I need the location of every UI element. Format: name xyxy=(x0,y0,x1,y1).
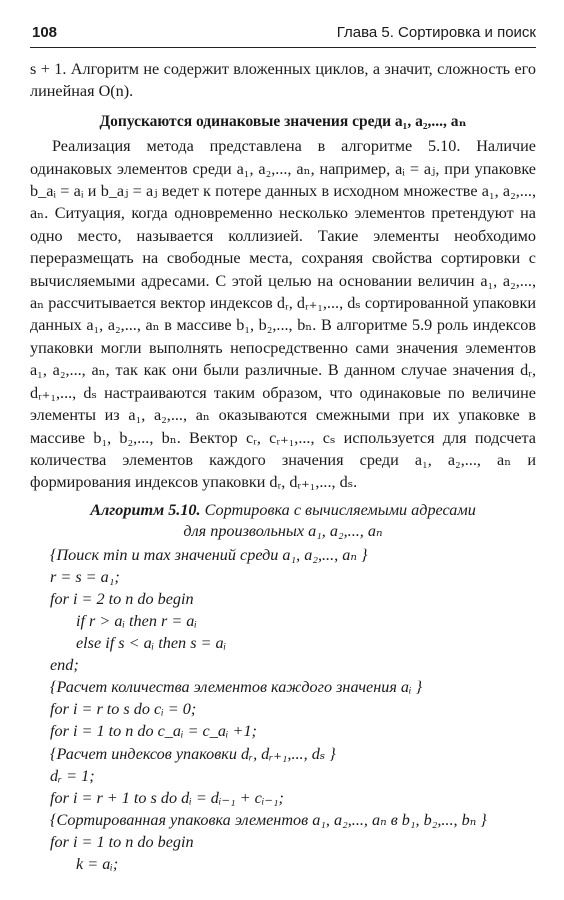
algorithm-title: Алгоритм 5.10. xyxy=(90,500,201,519)
code-line: for i = 2 to n do begin xyxy=(50,589,194,608)
body-paragraph: Реализация метода представлена в алгоритме 5.10. Наличие одинаковых элементов среди a₁, a₂,..., aₙ, например, aᵢ = aⱼ, при упаковке b_aᵢ = aᵢ и b_aⱼ = aⱼ ведет к потере данных в исходном множестве a₁, a₂,..., aₙ. Ситуация, когда одновременно несколько элементов претендуют на одно место, называется коллизией. Такие элементы необходимо переразмещать на свободные места, сохраняя свойства сортировки с вычисляемыми адресами. С этой целью на основании величин a₁, a₂,..., aₙ рассчитывается вектор индексов dᵣ, dᵣ₊₁,..., dₛ сортированной упаковки данных a₁, a₂,..., aₙ в массиве b₁, b₂,..., bₙ. В алгоритме 5.9 роль индексов упаковки могли выполнять непосредственно сами значения элементов a₁, a₂,..., aₙ, так как они были различные. В данном случае значения dᵣ, dᵣ₊₁,..., dₛ настраиваются таким образом, что одинаковые по величине элементы из a₁, a₂,..., aₙ оказываются смежными при их упаковке в массиве b₁, b₂,..., bₙ. Вектор cᵣ, cᵣ₊₁,..., cₛ используется для подсчета количества элементов каждого значения среди a₁, a₂,..., aₙ и формирования индексов упаковки dᵣ, dᵣ₊₁,..., dₛ. xyxy=(30,137,536,492)
code-line: for i = r to s do cᵢ = 0; xyxy=(50,700,197,719)
code-line: end; xyxy=(50,656,79,675)
algorithm-caption-line1: Сортировка с вычисляемыми адресами xyxy=(204,500,476,519)
algorithm-code xyxy=(30,544,536,875)
code-line: for i = 1 to n do c_aᵢ = c_aᵢ +1; xyxy=(50,722,257,741)
code-line: for i = r + 1 to s do dᵢ = dᵢ₋₁ + cᵢ₋₁; xyxy=(50,788,284,807)
running-header xyxy=(32,22,536,46)
page-body xyxy=(30,58,536,875)
code-line: if r > aᵢ then r = aᵢ xyxy=(76,612,197,630)
code-line: {Расчет количества элементов каждого значения aᵢ } xyxy=(50,678,423,697)
algorithm-caption-line2: для произвольных a₁, a₂,..., aₙ xyxy=(183,521,383,540)
code-line: {Поиск min и max значений среди a₁, a₂,..., aₙ } xyxy=(50,545,368,564)
algorithm-caption xyxy=(30,500,536,542)
code-line: k = aᵢ; xyxy=(76,855,119,874)
code-line: else if s < aᵢ then s = aᵢ xyxy=(76,634,227,653)
code-line: {Расчет индексов упаковки dᵣ, dᵣ₊₁,..., dₛ } xyxy=(50,744,336,763)
page-number: 108 xyxy=(32,24,58,41)
code-line: for i = 1 to n do begin xyxy=(50,832,194,851)
intro-paragraph: s + 1. Алгоритм не содержит вложенных циклов, а значит, сложность его линейная O(n). xyxy=(30,60,536,101)
code-line: r = s = a₁; xyxy=(50,567,120,586)
header-rule xyxy=(30,47,536,48)
section-subheading: Допускаются одинаковые значения среди a₁, a₂,..., aₙ xyxy=(99,112,467,130)
code-line: dᵣ = 1; xyxy=(50,766,95,785)
chapter-title: Глава 5. Сортировка и поиск xyxy=(336,24,536,41)
code-line: {Сортированная упаковка элементов a₁, a₂,..., aₙ в b₁, b₂,..., bₙ } xyxy=(50,810,487,829)
